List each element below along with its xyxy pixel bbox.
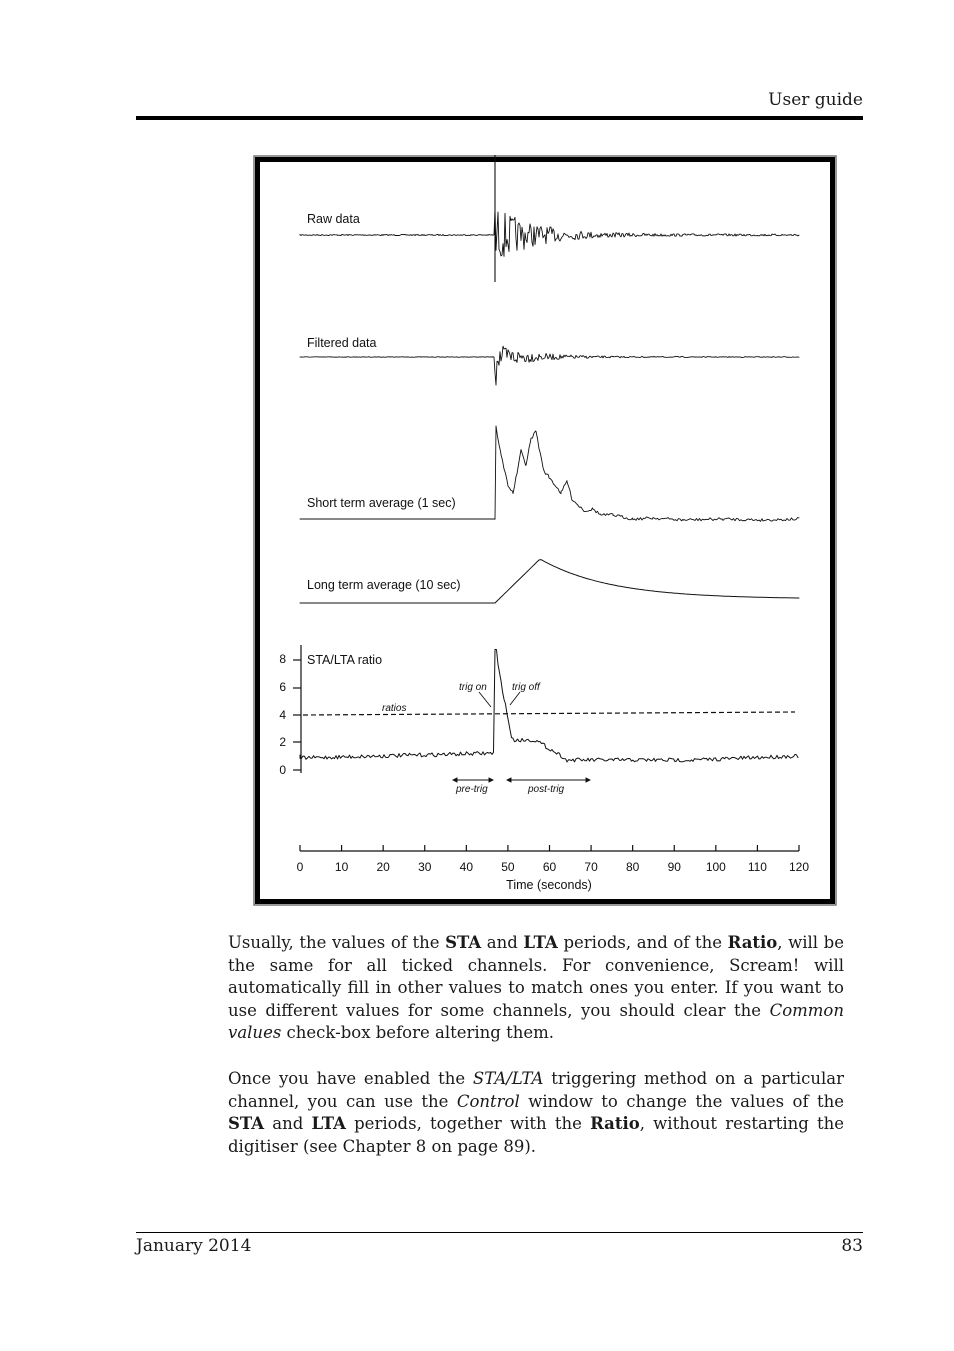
footer-date: January 2014: [136, 1236, 252, 1256]
pre-trig-label: pre-trig: [456, 784, 488, 795]
trig-on-label: trig on: [459, 682, 487, 693]
x-tick-label: 60: [542, 860, 557, 874]
paragraph-1: Usually, the values of the STA and LTA periods, and of the Ratio, will be the same for all ticked channels. For convenience, Scream! will automatically fill in other values to match ones you enter. If you want to use different values for some channels, you should clear the Common values check-box before altering them.: [228, 933, 845, 1043]
ratio-label: STA/LTA ratio: [307, 653, 383, 667]
sta-label: Short term average (1 sec): [307, 496, 456, 510]
ratio-tick-2: 2: [279, 735, 286, 749]
ratio-tick-6: 6: [279, 680, 286, 694]
x-tick-label: 50: [501, 860, 515, 874]
x-tick-label: 20: [376, 860, 390, 874]
ratio-tick-8: 8: [279, 652, 286, 666]
x-tick-label: 100: [705, 860, 726, 874]
x-axis-title: Time (seconds): [506, 878, 592, 892]
x-tick-label: 70: [584, 860, 598, 874]
ratio-tick-4: 4: [279, 708, 286, 722]
lta-label: Long term average (10 sec): [307, 578, 461, 592]
running-header: User guide: [768, 90, 863, 110]
post-trig-label: post-trig: [528, 784, 565, 795]
x-tick-label: 10: [334, 860, 349, 874]
footer-rule: [136, 1232, 863, 1233]
x-tick-label: 110: [747, 860, 767, 874]
sta-lta-figure: [253, 155, 837, 906]
paragraph-2: Once you have enabled the STA/LTA triggering method on a particular channel, you can use the Control window to change the values of the STA and LTA periods, together with the Ratio, without restarting the digitiser (see Chapter 8 on page 89).: [228, 1069, 845, 1156]
x-tick-label: 40: [459, 860, 474, 874]
x-tick-label: 30: [418, 860, 432, 874]
page-number: 83: [841, 1236, 863, 1256]
trig-off-label: trig off: [512, 682, 540, 693]
x-tick-label: 0: [296, 860, 304, 874]
raw-data-label: Raw data: [307, 212, 360, 226]
ratios-label: ratios: [382, 703, 407, 714]
ratio-tick-0: 0: [279, 763, 286, 777]
header-rule: [136, 116, 863, 120]
x-tick-label: 80: [625, 860, 640, 874]
x-tick-label: 90: [667, 860, 681, 874]
filtered-data-label: Filtered data: [307, 336, 377, 350]
x-tick-label: 120: [788, 860, 810, 874]
